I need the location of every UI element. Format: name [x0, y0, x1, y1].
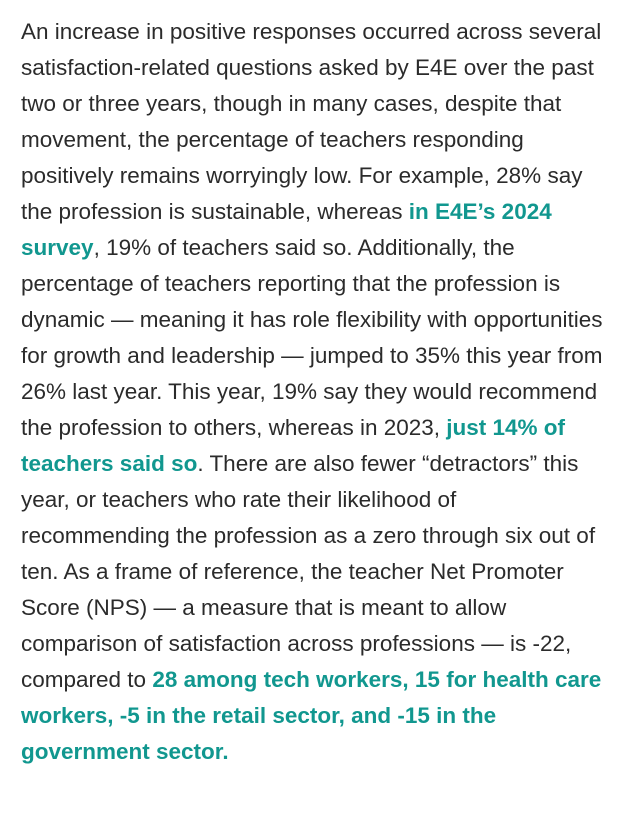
paragraph-text-middle: , 19% of teachers said so. Additionally, the percentage of teachers reporting that the profession is dynamic — meaning it has role flexibility with opportunities for growth and leadership — jumped to 35% this year from 26% last year. This year, 19% say they would recommend the profession to others, whereas in 2023, — [21, 235, 603, 440]
nps-comparison-link[interactable]: 28 among tech workers, 15 for health care workers, -5 in the retail sector, and -15 in the government sector. — [21, 667, 602, 764]
article-paragraph — [21, 14, 604, 770]
paragraph-text-intro: An increase in positive responses occurred across several satisfaction-related questions asked by E4E over the past two or three years, though in many cases, despite that movement, the percentage of teachers responding positively remains worryingly low. For example, 28% say the profession is sustainable, whereas — [21, 19, 602, 224]
paragraph-text-nps: . There are also fewer “detractors” this year, or teachers who rate their likelihood of recommending the profession as a zero through six out of ten. As a frame of reference, the teacher Net Promoter Score (NPS) — a measure that is meant to allow comparison of satisfaction across professions — is -22, compared to — [21, 451, 596, 692]
teachers-2023-link[interactable]: just 14% of teachers said so — [21, 415, 566, 476]
e4e-2024-survey-link[interactable]: in E4E’s 2024 survey — [21, 199, 552, 260]
